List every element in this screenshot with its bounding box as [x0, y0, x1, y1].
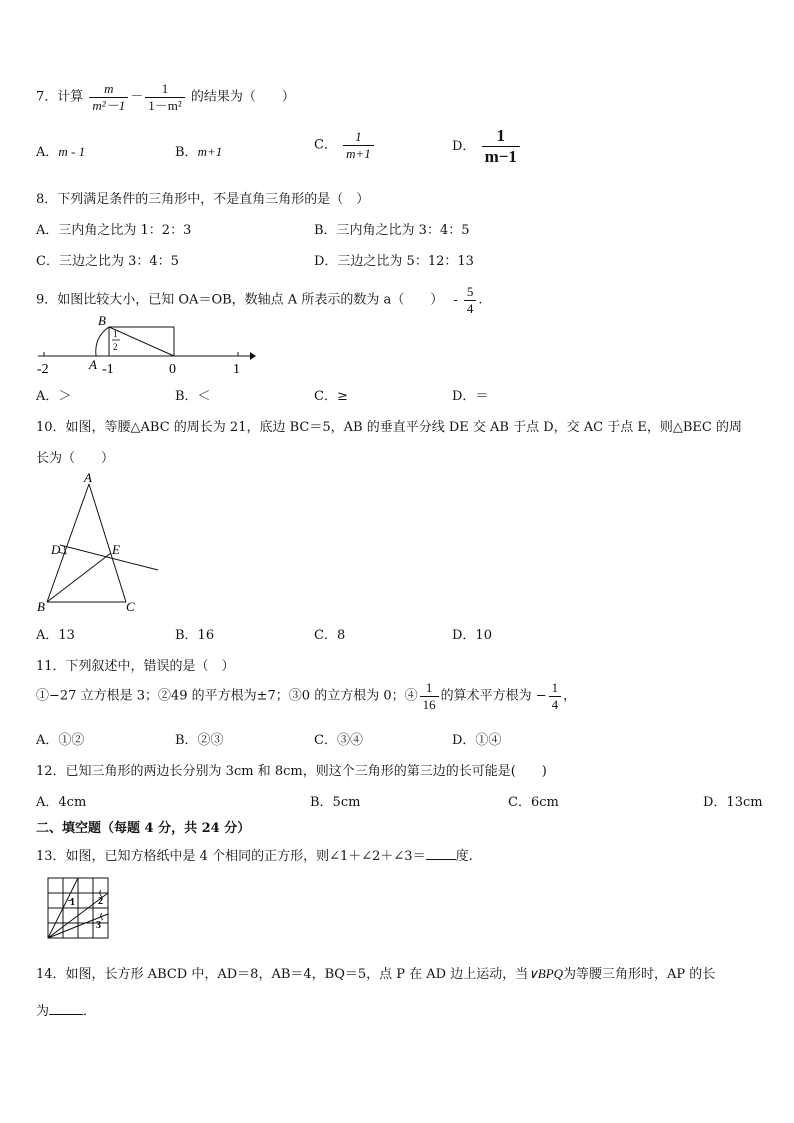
vertex-C: C [126, 599, 135, 614]
q7-fraction-1: $\frac{m}{\text{m²－1}}$ [89, 82, 128, 112]
tick-label-minus-2: -2 [37, 362, 49, 375]
question-13-stem: 13．如图，已知方格纸中是 4 个相同的正方形，则∠1＋∠2＋∠3＝ 度. [36, 849, 473, 864]
q11-option-b[interactable]: B．②③ [175, 733, 224, 748]
q7-fraction-2: $\frac{1}{\text{1－m²}}$ [145, 82, 185, 112]
compass-arc [96, 327, 109, 356]
q7-option-c[interactable]: C． $\frac{1}{m+1}$ [314, 130, 376, 160]
question-10-stem-line1: 10．如图，等腰△ABC 的周长为 21，底边 BC＝5，AB 的垂直平分线 DE 交 AB 于点 D，交 AC 于点 E，则△BEC 的周 [36, 420, 742, 435]
q12-option-a[interactable]: A．4cm [36, 795, 87, 810]
q8-option-c[interactable]: C．三边之比为 3：4：5 [36, 254, 179, 269]
q9-option-d[interactable]: D．＝ [452, 389, 489, 404]
q7-option-b[interactable]: B．m+1 [175, 144, 223, 160]
question-8-stem: 8．下列满足条件的三角形中，不是直角三角形的是（ ） [36, 192, 370, 207]
grid-figure [46, 876, 112, 942]
q14-answer-blank[interactable] [49, 1004, 83, 1015]
point-D: D [51, 542, 61, 557]
q7-option-a[interactable]: A．m - 1 [36, 144, 86, 160]
q9-option-a[interactable]: A．＞ [36, 389, 72, 404]
question-11-stem: 11．下列叙述中，错误的是（ ） [36, 659, 235, 674]
label-A: A [89, 357, 97, 372]
q10-option-d[interactable]: D．10 [452, 628, 492, 643]
segment-BE [47, 553, 111, 602]
question-14-line1: 14．如图，长方形 ABCD 中，AD＝8，AB＝4，BQ＝5，点 P 在 AD 边上运动，当∨BPQ为等腰三角形时，AP 的长 [36, 966, 716, 982]
tick-label-minus-1: -1 [102, 362, 114, 375]
angle-label-3: 3 [96, 920, 101, 931]
q11-option-a[interactable]: A．①② [36, 733, 85, 748]
half-den: 2 [113, 342, 118, 352]
triangle-figure [34, 470, 164, 615]
q10-option-c[interactable]: C．8 [314, 628, 346, 643]
half-num: 1 [113, 329, 118, 339]
q9-option-c[interactable]: C．≥ [314, 389, 348, 404]
q7-minus: － [130, 89, 144, 105]
q12-option-b[interactable]: B．5cm [310, 795, 361, 810]
q12-option-c[interactable]: C．6cm [508, 795, 559, 810]
question-9-stem: 9．如图比较大小，已知 OA＝OB，数轴点 A 所表示的数为 a（ ） - $\frac{5}{4}$ . [36, 284, 483, 316]
number-line-figure [34, 313, 259, 375]
section-heading: 二、填空题（每题 4 分，共 24 分） [36, 821, 251, 836]
question-12-stem: 12．已知三角形的两边长分别为 3cm 和 8cm，则这个三角形的第三边的长可能是( ) [36, 764, 547, 779]
q11-option-d[interactable]: D．①④ [452, 733, 502, 748]
q7-option-d[interactable]: D． $\frac{1}{m-1}$ [452, 127, 522, 166]
tick-label-1: 1 [233, 362, 240, 375]
diagonal-segment [109, 327, 174, 356]
q7-tail: 的结果为（ ） [190, 89, 295, 105]
q7-number: 7．计算 [36, 89, 84, 105]
q11-statements: ①−27 立方根是 3；②49 的平方根为±7；③0 的立方根为 0；④ $\frac{1}{16}$ 的算术平方根为 − $\frac{1}{4}$ ， [36, 680, 577, 712]
arrow-head-icon [250, 352, 256, 360]
vertex-A: A [84, 470, 92, 485]
q8-option-d[interactable]: D．三边之比为 5：12：13 [314, 254, 474, 269]
question-7-stem [36, 82, 295, 112]
question-10-stem-line2: 长为（ ） [36, 451, 115, 466]
tick-label-0: 0 [169, 362, 176, 375]
q10-option-a[interactable]: A．13 [36, 628, 75, 643]
point-E: E [112, 542, 120, 557]
q13-answer-blank[interactable] [426, 849, 456, 860]
label-B: B [98, 313, 106, 328]
q8-option-a[interactable]: A．三内角之比为 1：2：3 [36, 223, 192, 238]
q8-option-b[interactable]: B．三内角之比为 3：4：5 [314, 223, 470, 238]
angle-label-1: 1 [70, 897, 75, 908]
q12-option-d[interactable]: D．13cm [703, 795, 763, 810]
vertex-B: B [37, 599, 45, 614]
q11-option-c[interactable]: C．③④ [314, 733, 363, 748]
q9-fraction: $\frac{5}{4}$ [464, 285, 477, 315]
angle-label-2: 2 [98, 896, 103, 907]
q9-option-b[interactable]: B．＜ [175, 389, 211, 404]
side-AC [89, 484, 126, 602]
q10-option-b[interactable]: B．16 [175, 628, 215, 643]
question-14-line2: 为 ． [36, 1004, 97, 1019]
